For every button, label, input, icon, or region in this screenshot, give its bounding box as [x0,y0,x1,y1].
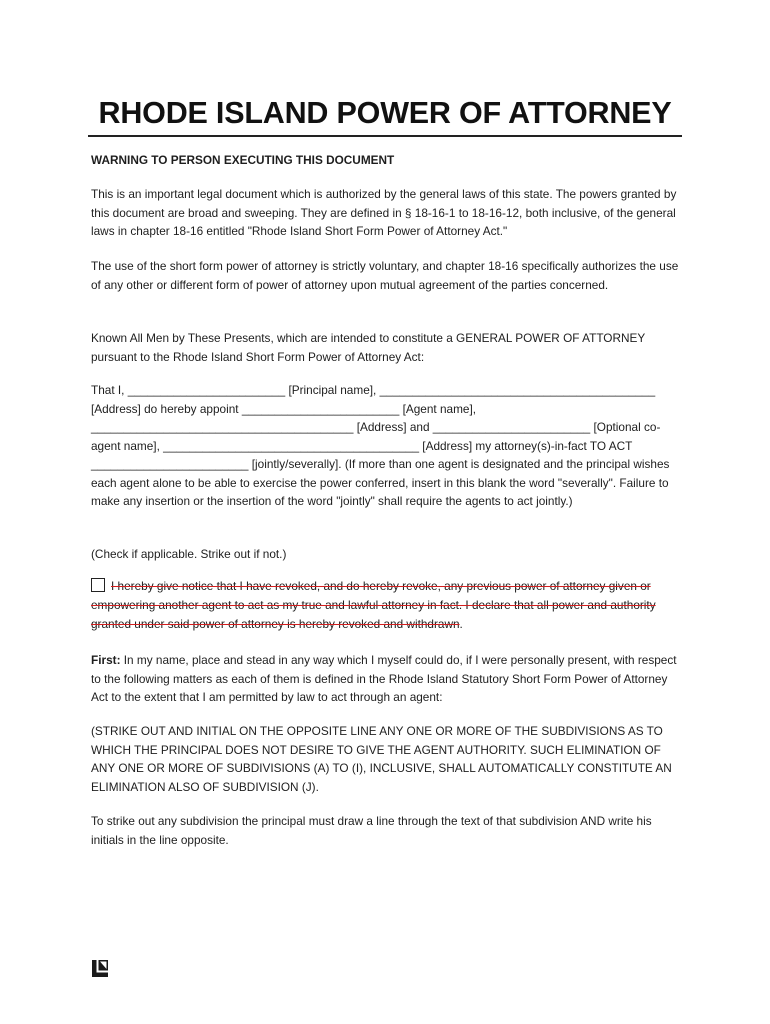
revocation-clause [91,577,683,634]
first-label: First: [91,653,121,667]
revocation-struck-text: I hereby give notice that I have revoked, and do hereby revoke, any previous power of attorney given or empowering another agent to act as my true and lawful attorney in fact. I declare that all power and authority granted under said power of attorney is hereby revoked and withdrawn [91,579,656,631]
paragraph-first [91,651,683,707]
paragraph-voluntary-use: The use of the short form power of attorney is strictly voluntary, and chapter 18-16 specifically authorizes the use of any other or different form of power of attorney upon mutual agreement of the parties concerned. [91,259,679,292]
paragraph-appointment: That I, ________________________ [Principal name], __________________________________________ [Address] do hereby appoint ________________________ [Agent name], ________________________________________ [Address] and ________________________ [Optional co-agent name], _______________________________________ [Address] my attorney(s)-in-fact TO ACT ________________________ [jointly/severally]. (If more than one agent is designated and the principal wishes each agent alone to be able to exercise the power conferred, insert in this blank the word "severally". Failure to make any insertion or the insertion of the word "jointly" shall require the agents to act jointly.) [91,383,670,508]
paragraph-known-all-men: Known All Men by These Presents, which are intended to constitute a GENERAL POWER OF ATTORNEY pursuant to the Rhode Island Short Form Power of Attorney Act: [91,331,646,364]
title-underline [88,135,682,137]
revocation-checkbox[interactable] [91,578,105,592]
paragraph-strike-method: To strike out any subdivision the principal must draw a line through the text of that subdivision AND write his initials in the line opposite. [91,814,652,847]
paragraph-check-instruction: (Check if applicable. Strike out if not.) [91,547,287,561]
revocation-end: . [459,617,463,631]
warning-heading: WARNING TO PERSON EXECUTING THIS DOCUMENT [91,153,395,167]
document-title: RHODE ISLAND POWER OF ATTORNEY [98,96,672,130]
first-text: In my name, place and stead in any way which I myself could do, if I were personally present, with respect to the following matters as each of them is defined in the Rhode Island Statutory Short Form Power of Attorney Act to the extent that I am permitted by law to act through an agent: [91,653,677,704]
paragraph-strike-out-instructions: (STRIKE OUT AND INITIAL ON THE OPPOSITE LINE ANY ONE OR MORE OF THE SUBDIVISIONS AS TO WHICH THE PRINCIPAL DOES NOT DESIRE TO GIVE THE AGENT AUTHORITY. SUCH ELIMINATION OF ANY ONE OR MORE OF SUBDIVISIONS (A) TO (I), INCLUSIVE, SHALL AUTOMATICALLY CONSTITUTE AN ELIMINATION ALSO OF SUBDIVISION (J). [91,724,672,794]
legal-templates-logo-icon [91,960,109,978]
paragraph-legal-authorization: This is an important legal document which is authorized by the general laws of this state. The powers granted by this document are broad and sweeping. They are defined in § 18-16-1 to 18-16-12, both inclusive, of the general laws in chapter 18-16 entitled "Rhode Island Short Form Power of Attorney Act." [91,187,677,238]
